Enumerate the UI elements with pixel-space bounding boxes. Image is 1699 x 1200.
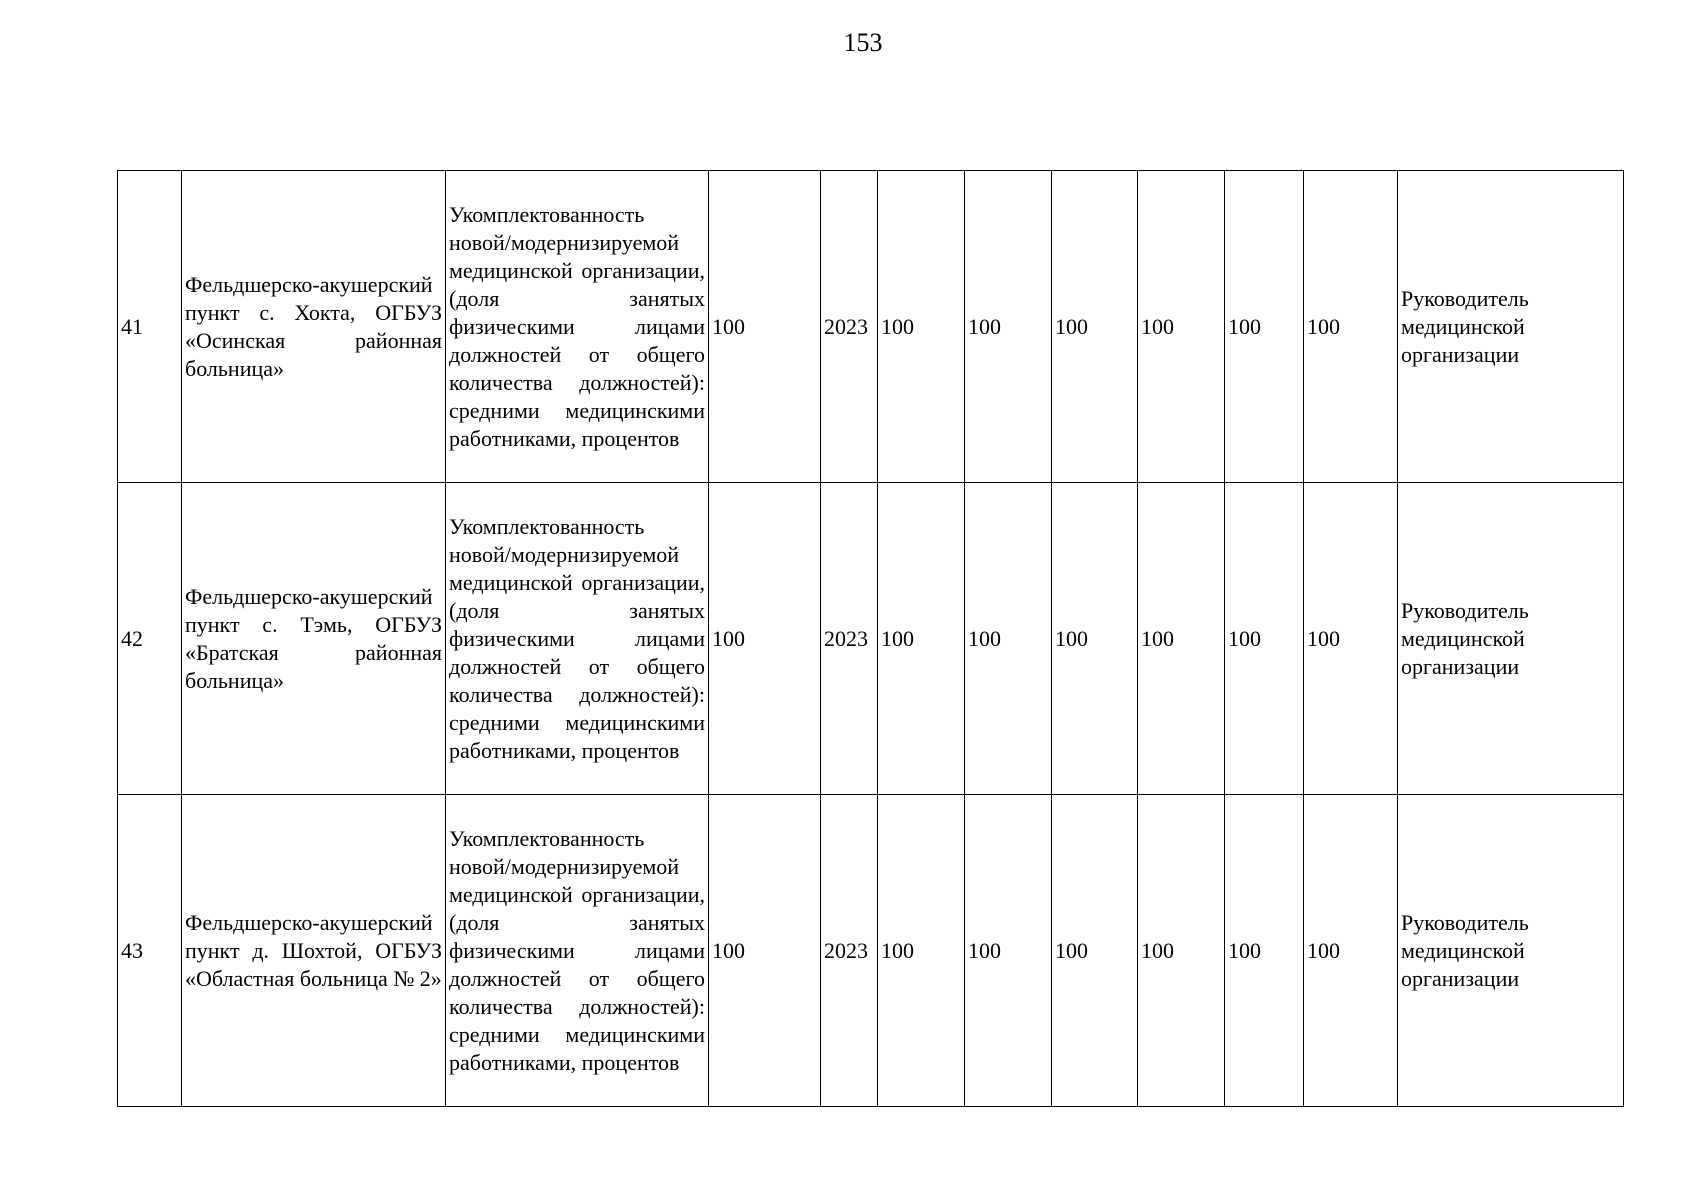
table-row (118, 483, 1624, 795)
indicator-name: Укомплектованность новой/модернизируемой медицинской организации, (доля занятых физическими лицами должностей от общего количества должностей): средними медицинскими работниками, процентов (446, 483, 709, 795)
object-name: Фельдшерско-акушерский пункт с. Хокта, ОГБУЗ «Осинская районная больница» (182, 171, 446, 483)
value-cell: 100 (878, 795, 965, 1107)
value-cell: 100 (1225, 483, 1304, 795)
object-name: Фельдшерско-акушерский пункт д. Шохтой, ОГБУЗ «Областная больница № 2» (182, 795, 446, 1107)
value-cell: 100 (965, 483, 1052, 795)
table-row (118, 795, 1624, 1107)
base-year: 2023 (821, 795, 878, 1107)
responsible-cell: Руководитель медицинской организации (1398, 483, 1624, 795)
base-value: 100 (709, 171, 821, 483)
value-cell: 100 (1052, 171, 1138, 483)
value-cell: 100 (1225, 171, 1304, 483)
row-number: 41 (118, 171, 182, 483)
indicator-name: Укомплектованность новой/модернизируемой медицинской организации, (доля занятых физическими лицами должностей от общего количества должностей): средними медицинскими работниками, процентов (446, 795, 709, 1107)
value-cell: 100 (965, 795, 1052, 1107)
row-number: 42 (118, 483, 182, 795)
responsible-cell: Руководитель медицинской организации (1398, 171, 1624, 483)
base-value: 100 (709, 483, 821, 795)
table-row (118, 171, 1624, 483)
value-cell: 100 (965, 171, 1052, 483)
value-cell: 100 (1138, 483, 1225, 795)
value-cell: 100 (1304, 795, 1398, 1107)
value-cell: 100 (1052, 483, 1138, 795)
value-cell: 100 (1225, 795, 1304, 1107)
responsible-cell: Руководитель медицинской организации (1398, 795, 1624, 1107)
value-cell: 100 (1138, 171, 1225, 483)
value-cell: 100 (878, 171, 965, 483)
value-cell: 100 (878, 483, 965, 795)
value-cell: 100 (1304, 171, 1398, 483)
page-number: 153 (843, 28, 883, 57)
base-value: 100 (709, 795, 821, 1107)
base-year: 2023 (821, 171, 878, 483)
value-cell: 100 (1052, 795, 1138, 1107)
value-cell: 100 (1138, 795, 1225, 1107)
data-table (117, 170, 1624, 1107)
object-name: Фельдшерско-акушерский пункт с. Тэмь, ОГБУЗ «Братская районная больница» (182, 483, 446, 795)
indicator-name: Укомплектованность новой/модернизируемой медицинской организации, (доля занятых физическими лицами должностей от общего количества должностей): средними медицинскими работниками, процентов (446, 171, 709, 483)
row-number: 43 (118, 795, 182, 1107)
base-year: 2023 (821, 483, 878, 795)
value-cell: 100 (1304, 483, 1398, 795)
